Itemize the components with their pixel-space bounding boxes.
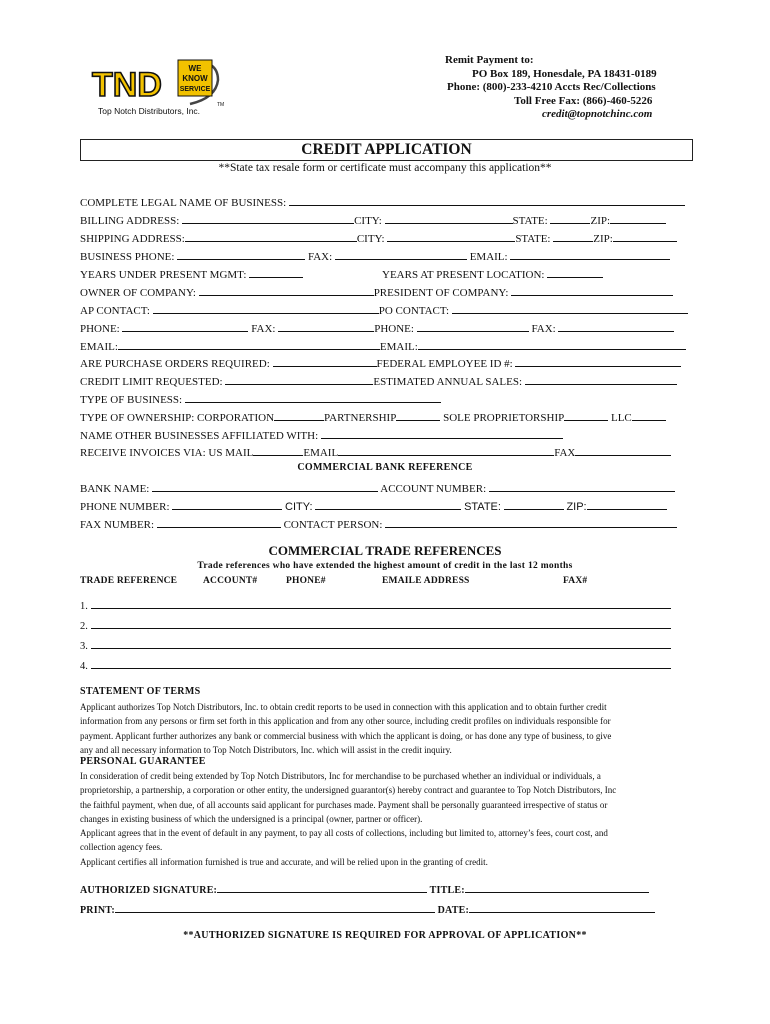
shipping-address-field[interactable]: [185, 231, 357, 242]
shipping-state-field[interactable]: [553, 231, 593, 242]
years-mgmt-row: YEARS UNDER PRESENT MGMT:: [80, 267, 303, 282]
po-phone-field[interactable]: [417, 321, 529, 332]
invoice-mail-field[interactable]: [253, 445, 303, 456]
phone-fax-row: PHONE: FAX: PHONE: FAX:: [80, 321, 674, 336]
federal-id-field[interactable]: [515, 356, 681, 367]
sole-proprietorship-field[interactable]: [564, 410, 608, 421]
years-location-row: YEARS AT PRESENT LOCATION:: [382, 267, 603, 282]
col-account: ACCOUNT#: [203, 576, 258, 586]
guarantee-heading: PERSONAL GUARANTEE: [80, 756, 206, 767]
po-required-row: ARE PURCHASE ORDERS REQUIRED: FEDERAL EMPLOYEE ID #:: [80, 356, 681, 371]
email-row: EMAIL: EMAIL:: [80, 339, 686, 354]
trade-ref-field[interactable]: [91, 658, 671, 669]
bank-zip-field[interactable]: [587, 499, 667, 510]
bank-fax-field[interactable]: [157, 517, 281, 528]
logo-tm: TM: [217, 102, 225, 108]
shipping-zip-field[interactable]: [613, 231, 677, 242]
partnership-field[interactable]: [396, 410, 440, 421]
legal-name-field[interactable]: [289, 195, 685, 206]
trade-subheading: Trade references who have extended the highest amount of credit in the last 12 months: [197, 561, 573, 571]
shipping-city-field[interactable]: [387, 231, 515, 242]
bank-phone-row: PHONE NUMBER: CITY: STATE: ZIP:: [80, 499, 667, 514]
type-business-row: TYPE OF BUSINESS:: [80, 392, 441, 407]
terms-heading: STATEMENT OF TERMS: [80, 686, 201, 697]
col-phone: PHONE#: [286, 576, 326, 586]
trade-heading: COMMERCIAL TRADE REFERENCES: [268, 543, 502, 558]
owner-row: OWNER OF COMPANY: PRESIDENT OF COMPANY:: [80, 285, 673, 300]
trade-ref-field[interactable]: [91, 638, 671, 649]
page-title: CREDIT APPLICATION: [80, 139, 693, 161]
business-fax-field[interactable]: [335, 249, 467, 260]
affiliated-row: NAME OTHER BUSINESSES AFFILIATED WITH:: [80, 428, 563, 443]
bank-state-field[interactable]: [504, 499, 564, 510]
type-business-field[interactable]: [185, 392, 441, 403]
po-email-field[interactable]: [418, 339, 686, 350]
bank-contact-field[interactable]: [385, 517, 677, 528]
logo-badge-2: KNOW: [182, 74, 208, 83]
remit-heading: Remit Payment to:: [445, 54, 534, 66]
remit-line: Toll Free Fax: (866)-460-5226: [514, 94, 653, 107]
trade-ref-row: 3.: [80, 638, 671, 652]
company-logo: [90, 58, 225, 118]
trade-ref-field[interactable]: [91, 598, 671, 609]
ap-phone-field[interactable]: [122, 321, 248, 332]
bank-name-row: BANK NAME: ACCOUNT NUMBER:: [80, 481, 675, 496]
col-email: EMAILE ADDRESS: [382, 576, 470, 586]
account-number-field[interactable]: [489, 481, 675, 492]
billing-city-field[interactable]: [385, 213, 513, 224]
billing-row: BILLING ADDRESS: CITY: STATE: ZIP:: [80, 213, 666, 228]
invoice-fax-field[interactable]: [575, 445, 671, 456]
po-fax-field[interactable]: [558, 321, 674, 332]
business-phone-row: BUSINESS PHONE: FAX: EMAIL:: [80, 249, 670, 264]
trade-ref-row: 4.: [80, 658, 671, 672]
business-email-field[interactable]: [510, 249, 670, 260]
tnd-logo-icon: [90, 58, 225, 118]
credit-limit-row: CREDIT LIMIT REQUESTED: ESTIMATED ANNUAL SALES:: [80, 374, 677, 389]
po-required-field[interactable]: [273, 356, 377, 367]
owner-field[interactable]: [199, 285, 374, 296]
logo-caption: Top Notch Distributors, Inc.: [98, 106, 201, 116]
billing-state-field[interactable]: [550, 213, 590, 224]
shipping-row: SHIPPING ADDRESS: CITY: STATE: ZIP:: [80, 231, 677, 246]
ap-fax-field[interactable]: [278, 321, 374, 332]
bank-name-field[interactable]: [152, 481, 378, 492]
annual-sales-field[interactable]: [525, 374, 677, 385]
trade-ref-field[interactable]: [91, 618, 671, 629]
col-fax: FAX#: [563, 576, 588, 586]
invoice-email-field[interactable]: [338, 445, 554, 456]
contacts-row: AP CONTACT: PO CONTACT:: [80, 303, 688, 318]
po-contact-field[interactable]: [452, 303, 688, 314]
bank-city-field[interactable]: [315, 499, 461, 510]
invoices-row: RECEIVE INVOICES VIA: US MAIL EMAIL FAX: [80, 445, 671, 460]
authorized-signature-field[interactable]: [217, 882, 427, 893]
terms-body: Applicant authorizes Top Notch Distributors, Inc. to obtain credit reports to be used in connection with this application and to obtain further credit information from any persons or firm set forth in this application and from any other source, including credit profiles on individuals responsible for payment. Applicant further authorizes any bank or commercial business with which the applicant is doing, or has done any type of business, to give any and all necessary information to Top Notch Distributors, Inc. which will assist in the credit inquiry.: [80, 702, 612, 755]
subtitle: **State tax resale form or certificate must accompany this application**: [218, 162, 552, 174]
title-field[interactable]: [465, 882, 649, 893]
affiliated-field[interactable]: [321, 428, 563, 439]
logo-badge-3: SERVICE: [179, 86, 211, 93]
years-location-field[interactable]: [547, 267, 603, 278]
billing-address-field[interactable]: [182, 213, 354, 224]
billing-zip-field[interactable]: [610, 213, 666, 224]
bank-phone-field[interactable]: [172, 499, 282, 510]
bank-heading: COMMERCIAL BANK REFERENCE: [297, 462, 473, 473]
trade-ref-row: 2.: [80, 618, 671, 632]
print-name-field[interactable]: [115, 902, 435, 913]
years-mgmt-field[interactable]: [249, 267, 303, 278]
remit-email: credit@topnotchinc.com: [542, 108, 653, 120]
business-phone-field[interactable]: [177, 249, 305, 260]
llc-field[interactable]: [632, 410, 666, 421]
logo-badge-1: WE: [188, 64, 202, 73]
trade-ref-row: 1.: [80, 598, 671, 612]
col-trade-reference: TRADE REFERENCE: [80, 576, 178, 586]
credit-limit-field[interactable]: [225, 374, 373, 385]
legal-name-row: COMPLETE LEGAL NAME OF BUSINESS:: [80, 195, 685, 210]
signature-row: AUTHORIZED SIGNATURE: TITLE:: [80, 882, 649, 896]
type-ownership-row: TYPE OF OWNERSHIP: CORPORATION PARTNERSHIP SOLE PROPRIETORSHIP LLC: [80, 410, 666, 425]
ap-email-field[interactable]: [118, 339, 380, 350]
president-field[interactable]: [511, 285, 673, 296]
logo-mark: TND: [92, 66, 162, 104]
corporation-field[interactable]: [274, 410, 324, 421]
ap-contact-field[interactable]: [153, 303, 379, 314]
guarantee-body: In consideration of credit being extended by Top Notch Distributors, Inc for merchandise to be purchased whether an individual or individuals, a proprietorship, a partnership, a corporation or other entity, the undersigned guarantor(s) hereby contract and guarantee to Top Notch Distributors, Inc the faithful payment, when due, of all accounts said applicant for purchases made. Payment shall be personally guaranteed irrespective of status or changes in existing business of which the undersigned is a principal (owner, partner or officer). Applicant agrees that in the event of default in any payment, to pay all costs of collections, including but limited to, attorney’s fees, court cost, and collection agency fees. Applicant certifies all information furnished is true and accurate, and will be relied upon in the granting of credit.: [80, 771, 617, 867]
remit-block: [445, 54, 657, 122]
remit-line: PO Box 189, Honesdale, PA 18431-0189: [472, 67, 657, 80]
bank-fax-row: FAX NUMBER: CONTACT PERSON:: [80, 517, 677, 532]
footer-note: **AUTHORIZED SIGNATURE IS REQUIRED FOR APPROVAL OF APPLICATION**: [183, 930, 587, 941]
remit-line: Phone: (800)-233-4210 Accts Rec/Collections: [447, 81, 656, 93]
date-field[interactable]: [469, 902, 655, 913]
print-row: PRINT: DATE:: [80, 902, 655, 916]
